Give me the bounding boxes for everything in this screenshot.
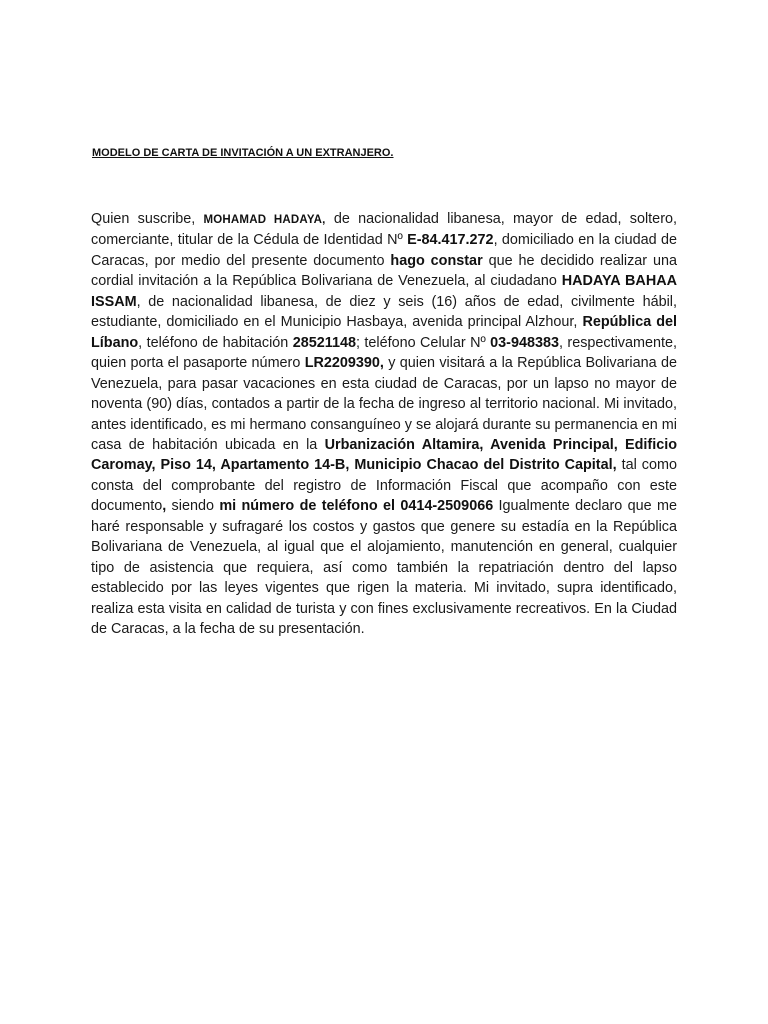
declaration-phrase: hago constar bbox=[390, 252, 483, 269]
body-punctuation: , bbox=[162, 498, 167, 515]
body-text-segment: de nacionalidad libanesa, mayor de edad, soltero, comerciante, titular de la Cédula de Identidad Nº bbox=[91, 211, 677, 249]
id-number: E-84.417.272 bbox=[407, 232, 494, 249]
invitee-name: HADAYA BAHAA ISSAM bbox=[91, 273, 678, 310]
letter-body bbox=[91, 209, 677, 640]
body-text-segment: Igualmente declaro que me haré responsable y sufragaré los costos y gastos que genere su estadía en la República Bolivariana de Venezuela, al igual que el alojamiento, manutención en general, cualquier tipo de asistencia que requiera, así como también la repatriación dentro del lapso establecido por las leyes vigentes que rigen la materia. Mi invitado, supra identificado, realiza esta visita en calidad de turista y con fines exclusivamente recreativos. En la Ciudad de Caracas, a la fecha de su presentación. bbox=[91, 498, 677, 638]
body-text-segment: tal como consta del comprobante del registro de Información Fiscal que acompaño con este documento bbox=[91, 457, 677, 515]
body-text-segment: , domiciliado en la ciudad de Caracas, por medio del presente documento bbox=[91, 232, 677, 269]
body-text-segment: Quien suscribe, bbox=[91, 211, 204, 227]
body-text-segment: que he decidido realizar una cordial invitación a la República Bolivariana de Venezuela, al ciudadano bbox=[91, 252, 677, 290]
body-text-segment: ; teléfono Celular Nº bbox=[355, 334, 491, 351]
body-text-segment: , de nacionalidad libanesa, de diez y seis (16) años de edad, civilmente hábil, estudiante, domiciliado en el Municipio Hasbaya, avenida principal Alzhour, bbox=[91, 293, 677, 331]
inviter-name: MOHAMAD HADAYA, bbox=[203, 214, 326, 226]
body-text-segment: siendo bbox=[166, 498, 220, 515]
passport-number: LR2209390, bbox=[304, 355, 384, 372]
body-text-segment: , respectivamente, quien porta el pasaporte número bbox=[91, 334, 677, 372]
invitee-country: República del Líbano bbox=[91, 314, 678, 351]
cell-phone: 03-948383 bbox=[490, 334, 559, 351]
document-title: MODELO DE CARTA DE INVITACIÓN A UN EXTRANJERO. bbox=[92, 147, 394, 159]
body-text-segment: , teléfono de habitación bbox=[138, 334, 293, 351]
body-text-segment: y quien visitará a la República Bolivariana de Venezuela, para pasar vacaciones en esta ciudad de Caracas, por un lapso no mayor de noventa (90) días, contados a partir de la fecha de ingreso al territorio nacional. Mi invitado, antes identificado, es mi hermano consanguíneo y se alojará durante su permanencia en mi casa de habitación ubicada en la bbox=[91, 355, 677, 453]
host-address: Urbanización Altamira, Avenida Principal, Edificio Caromay, Piso 14, Apartamento 14-B, Municipio Chacao del Distrito Capital, bbox=[91, 436, 677, 474]
home-phone: 28521148 bbox=[292, 334, 356, 351]
host-phone: mi número de teléfono el 0414-2509066 bbox=[219, 498, 494, 515]
